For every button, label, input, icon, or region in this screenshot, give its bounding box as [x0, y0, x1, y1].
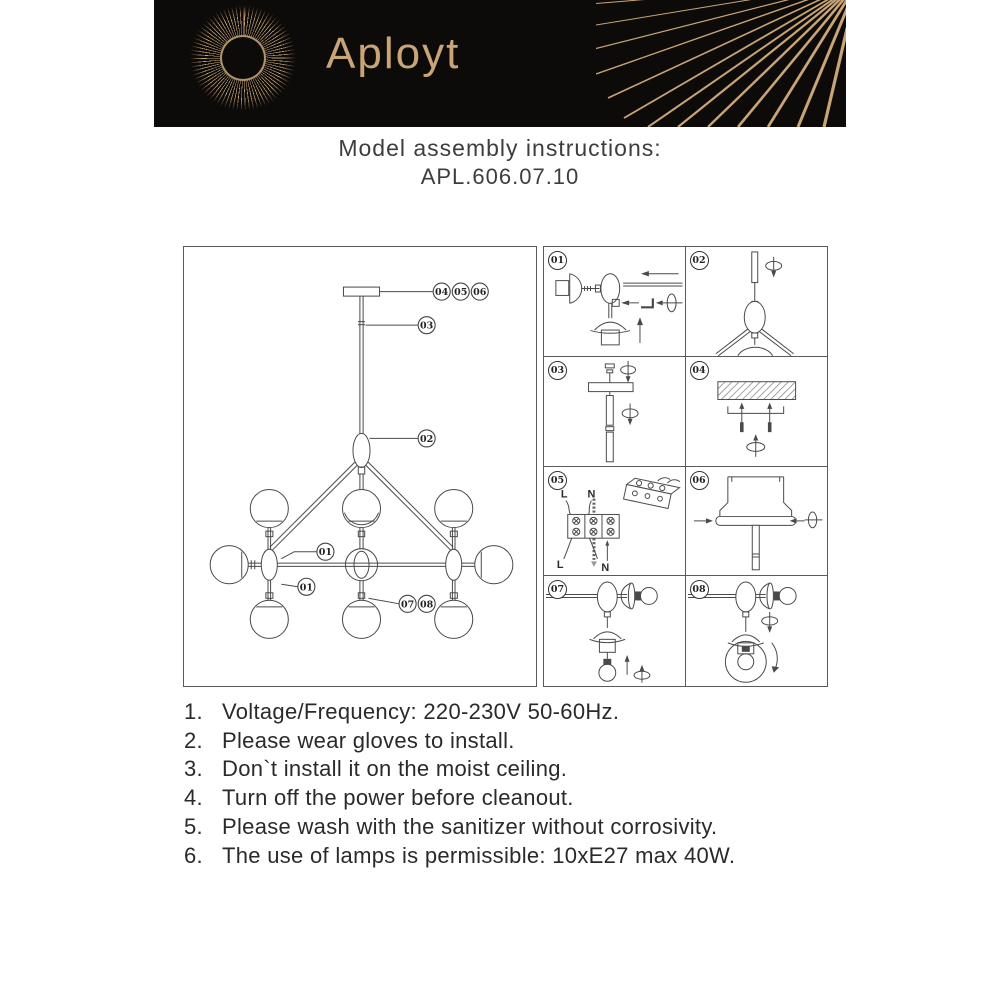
step-badge: 04 [690, 361, 709, 380]
svg-text:02: 02 [420, 433, 434, 445]
svg-text:06: 06 [473, 287, 487, 299]
instruction-item-6 [184, 842, 864, 871]
model-number: APL.606.07.10 [420, 164, 580, 189]
instruction-item-4 [184, 784, 864, 813]
step-panel-7 [544, 576, 686, 686]
instruction-text: The use of lamps is permissible: 10xE27 max 40W. [222, 842, 736, 868]
svg-text:04: 04 [435, 287, 449, 299]
step-panel-4 [686, 357, 828, 467]
svg-text:07: 07 [400, 599, 415, 611]
assembly-steps-grid [543, 246, 828, 687]
callout-mount-04 [433, 283, 450, 300]
chandelier-drawing-icon [184, 247, 536, 686]
step-badge: 01 [548, 251, 567, 270]
step-badge: 02 [690, 251, 709, 270]
step-badge: 06 [690, 471, 709, 490]
svg-text:01: 01 [318, 547, 333, 559]
svg-text:01: 01 [299, 582, 314, 594]
callout-arm-01-lower [298, 578, 315, 595]
instruction-text: Please wear gloves to install. [222, 727, 515, 753]
instruction-number: 2. [184, 727, 203, 753]
step-panel-3 [544, 357, 686, 467]
svg-text:03: 03 [420, 320, 434, 332]
sunburst-logo-core [220, 35, 266, 81]
wire-label-live-top: L [560, 488, 568, 501]
callout-hub-02 [418, 430, 435, 447]
brand-banner [154, 0, 846, 127]
callout-globe-08 [418, 595, 435, 612]
callout-stem-03 [418, 317, 435, 334]
brand-name: Aployt [326, 29, 461, 78]
wire-label-neutral-bottom: N [601, 561, 610, 574]
instruction-item-1 [184, 698, 864, 727]
instruction-text: Voltage/Frequency: 220-230V 50-60Hz. [222, 699, 620, 724]
step-panel-2 [686, 247, 828, 357]
instruction-text: Please wash with the sanitizer without corrosivity. [222, 813, 718, 839]
svg-text:05: 05 [454, 287, 468, 299]
instruction-number: 1. [184, 699, 203, 724]
instruction-number: 6. [184, 842, 203, 868]
assembly-diagram [183, 246, 537, 687]
instruction-item-2 [184, 727, 864, 756]
callout-arm-01-upper [317, 543, 334, 560]
page-title: Model assembly instructions: [338, 135, 662, 161]
step-badge: 08 [690, 580, 709, 599]
step-panel-1 [544, 247, 686, 357]
callout-shade-07 [399, 595, 416, 612]
instruction-item-5 [184, 813, 864, 842]
svg-text:08: 08 [420, 599, 434, 611]
instruction-list [184, 698, 864, 870]
corner-rays-icon [596, 0, 846, 127]
step-badge: 07 [548, 580, 567, 599]
instruction-number: 4. [184, 785, 203, 811]
wire-label-live-bottom: L [556, 558, 564, 571]
instruction-number: 5. [184, 813, 203, 839]
instruction-number: 3. [184, 756, 203, 782]
step-badge: 05 [548, 471, 567, 490]
step-panel-8 [686, 576, 828, 686]
step-panel-6 [686, 467, 828, 577]
step-badge: 03 [548, 361, 567, 380]
step-panel-5 [544, 467, 686, 577]
callout-mount-05 [452, 283, 469, 300]
callout-mount-06 [471, 283, 488, 300]
instruction-text: Turn off the power before cleanout. [222, 785, 574, 811]
instruction-item-3 [184, 755, 864, 784]
wire-label-neutral-top: N [587, 488, 596, 501]
instruction-text: Don`t install it on the moist ceiling. [222, 756, 568, 782]
